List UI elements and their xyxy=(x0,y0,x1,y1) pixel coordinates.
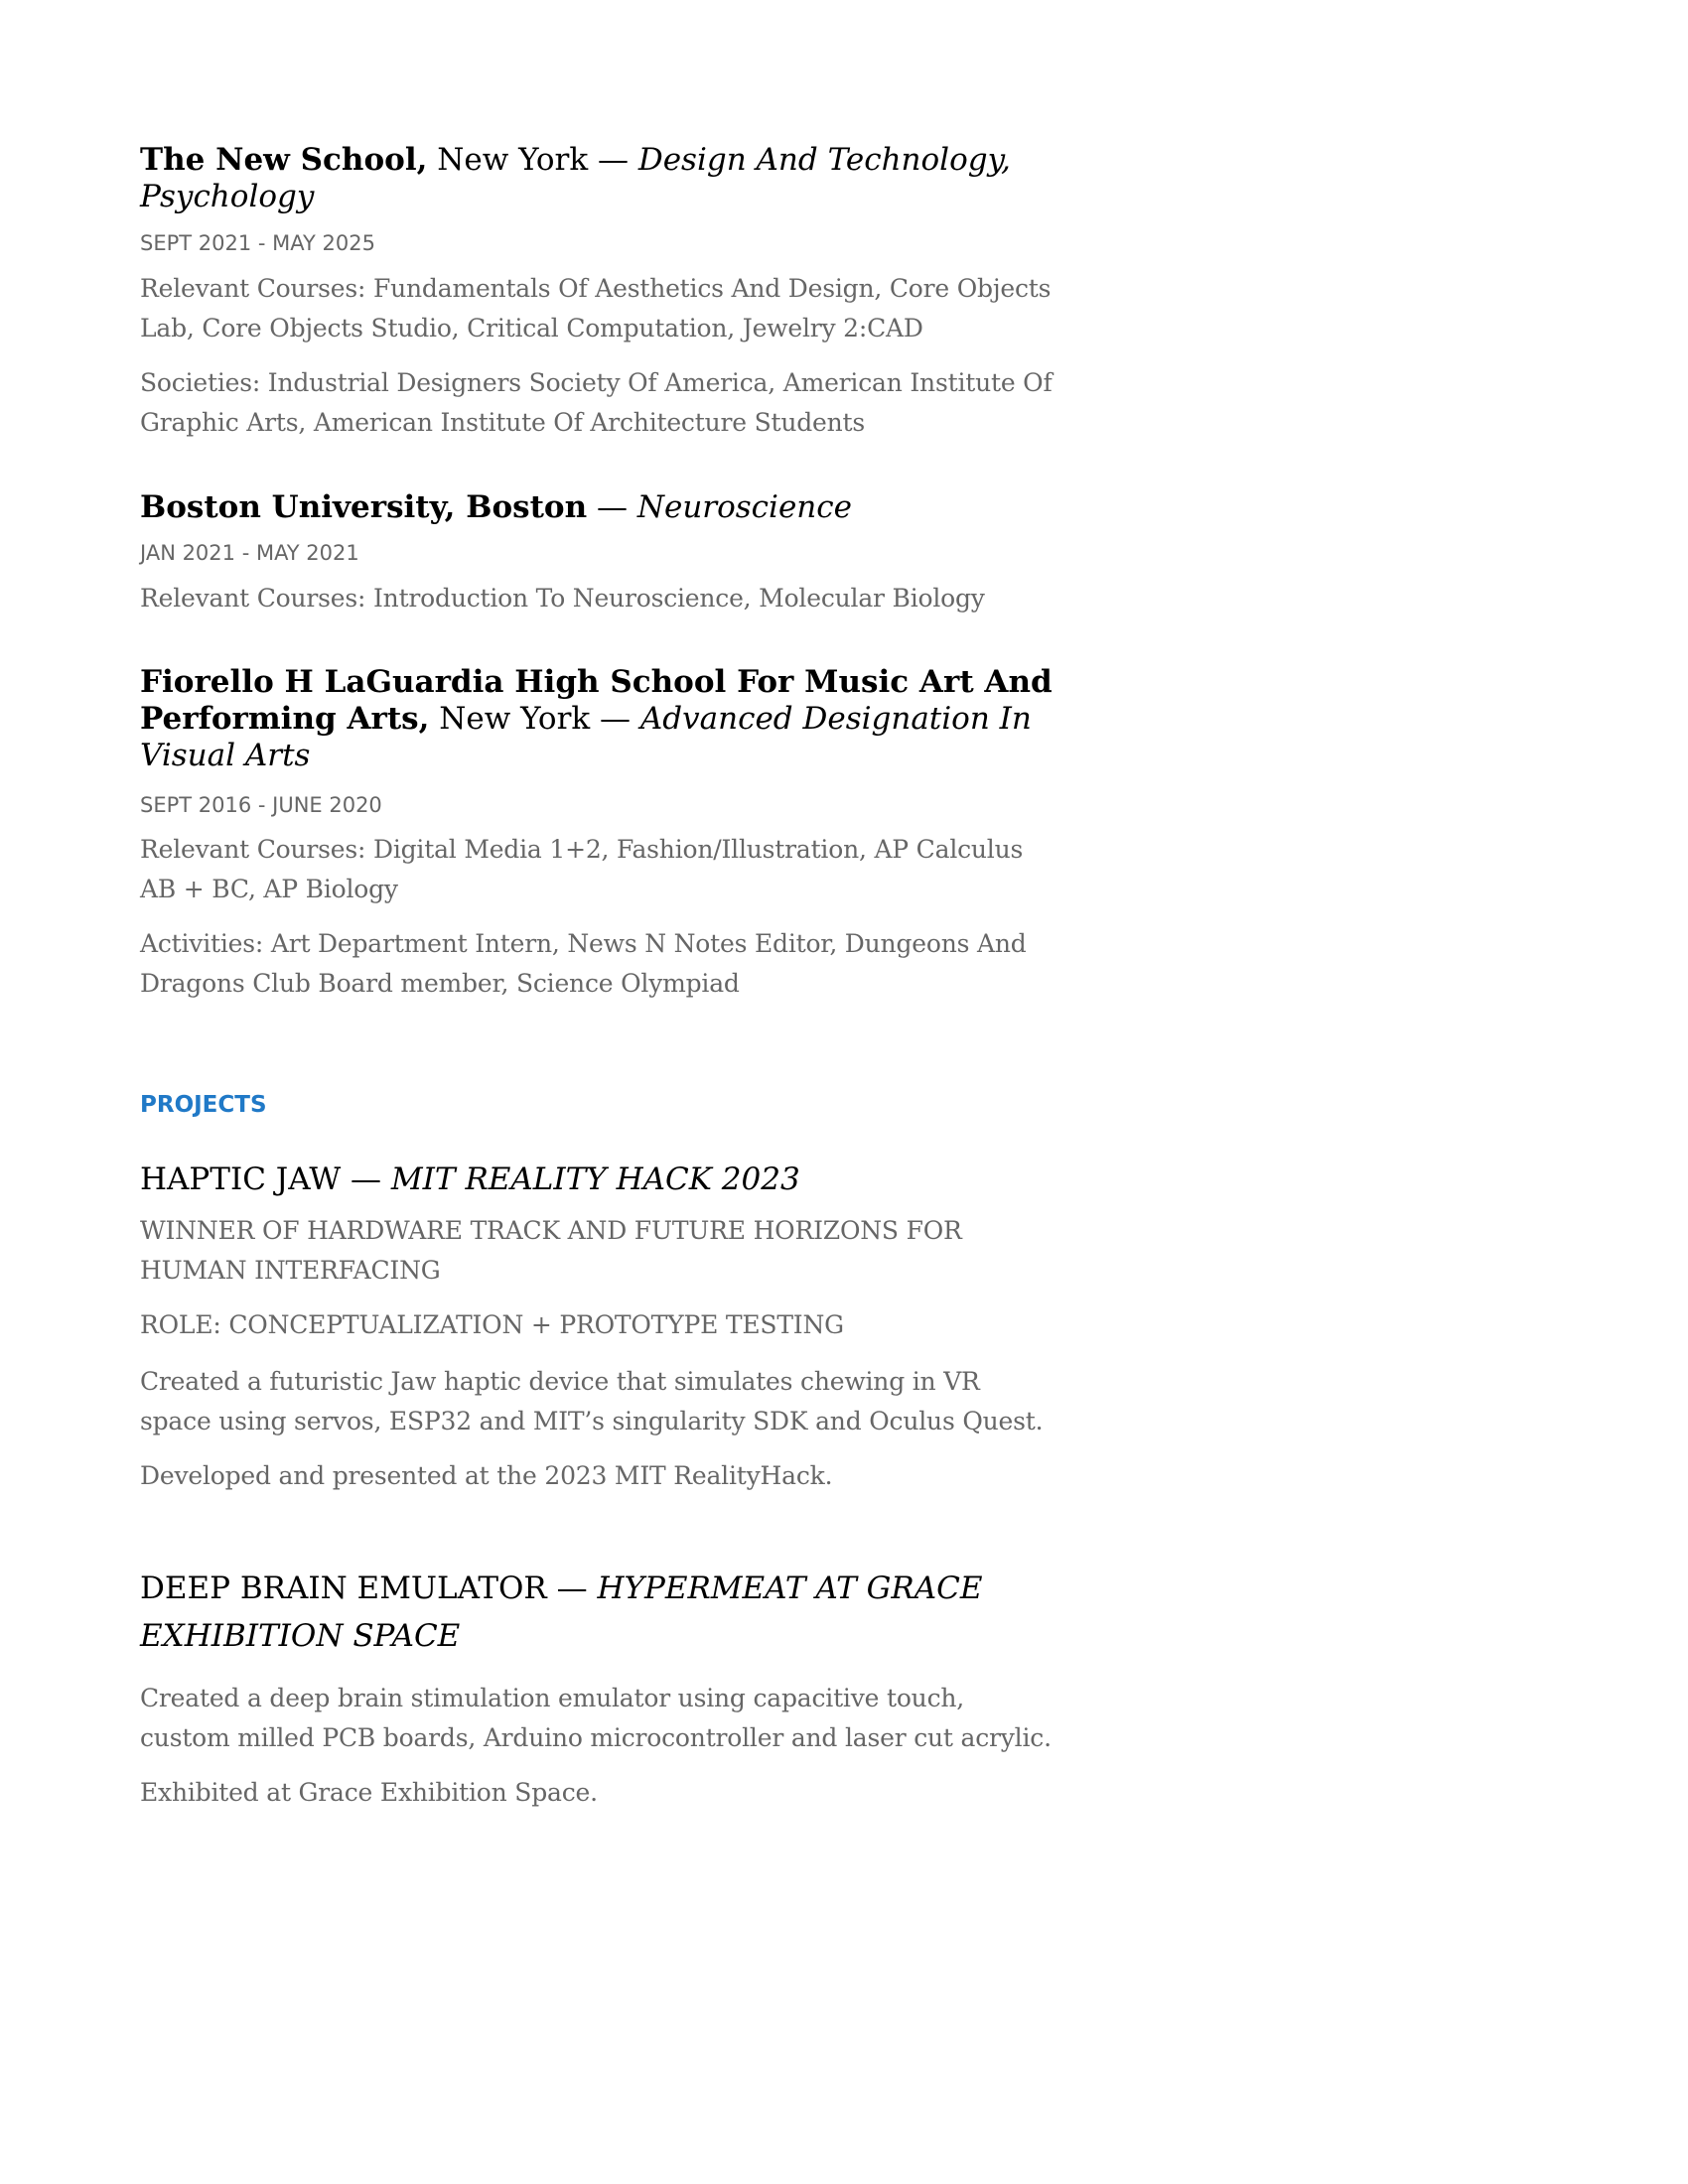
degree-name: Advanced Designation In Visual Arts xyxy=(140,701,1032,773)
project-entry xyxy=(140,1156,1054,1203)
school-location: New York — xyxy=(427,142,638,178)
school-name: Boston University, Boston xyxy=(140,489,588,525)
project-separator: — xyxy=(341,1161,391,1197)
section-heading-projects: PROJECTS xyxy=(140,1092,267,1118)
entry-detail: Relevant Courses: Fundamentals Of Aesthetics And Design, Core Objects Lab, Core Objects Studio, Critical Computation, Jewelry 2:CAD xyxy=(140,274,1052,342)
school-location: New York — xyxy=(429,701,640,737)
degree-name: Design And Technology, Psychology xyxy=(140,142,1011,214)
project-name: HAPTIC JAW xyxy=(140,1161,342,1197)
school-name: Fiorello H LaGuardia High School For Music Art And Performing Arts, xyxy=(140,664,1053,737)
entry-title xyxy=(140,664,1054,774)
entry-detail: Activities: Art Department Intern, News N Notes Editor, Dungeons And Dragons Club Board member, Science Olympiad xyxy=(140,929,1027,998)
school-location: — xyxy=(587,489,637,525)
project-title xyxy=(140,1156,1054,1203)
project-detail: Exhibited at Grace Exhibition Space. xyxy=(140,1778,598,1807)
entry-detail: Societies: Industrial Designers Society Of America, American Institute Of Graphic Arts, American Institute Of Architecture Students xyxy=(140,368,1053,437)
entry-title xyxy=(140,489,1054,526)
project-separator xyxy=(588,1570,598,1606)
project-venue: MIT REALITY HACK 2023 xyxy=(390,1161,800,1197)
project-detail: ROLE: CONCEPTUALIZATION + PROTOTYPE TESTING xyxy=(140,1310,844,1339)
project-detail: Created a futuristic Jaw haptic device that simulates chewing in VR space using servos, ESP32 and MIT’s singularity SDK and Oculus Quest. xyxy=(140,1367,1044,1435)
entry-detail: Relevant Courses: Introduction To Neuroscience, Molecular Biology xyxy=(140,584,985,613)
education-entry xyxy=(140,664,1054,774)
entry-detail: Relevant Courses: Digital Media 1+2, Fashion/Illustration, AP Calculus AB + BC, AP Biology xyxy=(140,835,1024,903)
entry-title xyxy=(140,142,1054,215)
education-entry xyxy=(140,142,1054,215)
entry-dates: SEPT 2016 - JUNE 2020 xyxy=(140,793,382,817)
project-detail: WINNER OF HARDWARE TRACK AND FUTURE HORIZONS FOR HUMAN INTERFACING xyxy=(140,1216,962,1285)
project-name: DEEP BRAIN EMULATOR — xyxy=(140,1570,588,1606)
project-detail: Developed and presented at the 2023 MIT RealityHack. xyxy=(140,1461,833,1490)
project-detail: Created a deep brain stimulation emulator using capacitive touch, custom milled PCB boards, Arduino microcontroller and laser cut acrylic. xyxy=(140,1684,1052,1752)
entry-dates: JAN 2021 - MAY 2021 xyxy=(140,541,359,565)
education-entry xyxy=(140,489,1054,526)
project-title xyxy=(140,1565,1054,1660)
project-venue: HYPERMEAT AT GRACE EXHIBITION SPACE xyxy=(140,1570,983,1654)
school-name: The New School, xyxy=(140,142,428,178)
entry-dates: SEPT 2021 - MAY 2025 xyxy=(140,231,375,255)
degree-name: Neuroscience xyxy=(636,489,852,525)
project-entry xyxy=(140,1565,1054,1660)
